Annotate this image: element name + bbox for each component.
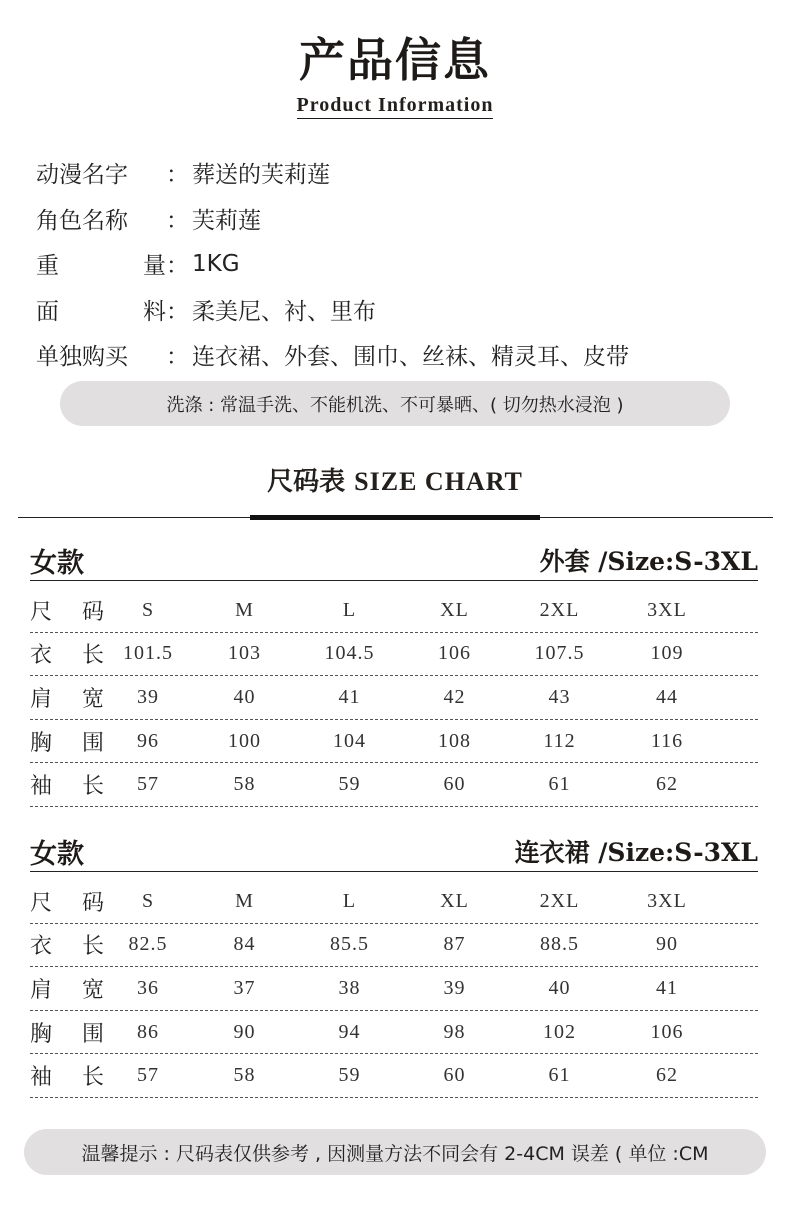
table-cell: 57 [137,1064,159,1087]
table-heading-gender: 女款 [30,838,84,870]
table-row [30,763,758,807]
info-value: 柔美尼、衬、里布 [192,298,376,325]
page-header [0,30,790,119]
info-label: 单独购买 [36,344,128,371]
table-cell: XL [440,889,469,912]
table-cell: 57 [137,773,159,796]
table-cell: 44 [656,685,678,708]
row-label: 尺 码 [30,599,104,625]
section-divider-accent [250,515,540,520]
table-cell: XL [440,598,469,621]
table-cell: 94 [338,1020,361,1043]
table-rows [30,589,758,807]
row-label: 肩 宽 [30,977,104,1003]
table-cell: 108 [438,729,471,752]
table-cell: 61 [548,1064,571,1087]
table-cell: 59 [338,1064,361,1087]
page-title: 产品信息 [299,33,491,87]
table-cell: 2XL [539,889,580,912]
info-colon: ： [166,344,189,371]
table-cell: 37 [233,976,256,999]
row-label: 袖 长 [30,1065,104,1091]
table-cell: 3XL [647,598,687,621]
table-cell: 42 [443,685,466,708]
table-cell: 109 [650,642,684,665]
table-cell: 3XL [647,889,687,912]
row-label: 尺 码 [30,890,104,916]
table-cell: 107.5 [534,642,585,665]
product-info-list [36,150,756,378]
measurement-tip-pill: 温馨提示 : 尺码表仅供参考 , 因测量方法不同会有 2-4CM 误差 ( 单位 :CM [24,1129,766,1175]
row-label: 袖 长 [30,774,104,800]
table-cell: 88.5 [540,933,579,956]
table-cell: 106 [438,642,471,665]
size-table-jacket [30,540,758,807]
table-cell: 96 [137,729,159,752]
table-cell: 106 [650,1020,684,1043]
info-colon: ： [166,298,189,325]
table-cell: 102 [543,1020,576,1043]
info-colon: ： [166,253,189,280]
table-cell: 43 [548,685,571,708]
info-label: 角色名称 [36,207,128,234]
table-cell: 90 [656,933,678,956]
table-cell: 2XL [539,598,580,621]
info-value: 1KG [192,250,240,277]
table-cell: 38 [338,976,361,999]
table-cell: 59 [338,773,361,796]
table-cell: 41 [656,976,678,999]
table-cell: 86 [137,1020,159,1043]
table-cell: 36 [137,976,159,999]
table-cell: 40 [548,976,571,999]
row-label: 衣 长 [30,643,104,669]
table-cell: 85.5 [330,933,369,956]
info-label: 动漫名字 [36,162,128,189]
table-cell: M [235,598,254,621]
page-subtitle: Product Information [297,94,494,119]
table-cell: 101.5 [123,642,173,665]
row-label: 胸 围 [30,1021,104,1047]
table-cell: 100 [228,729,261,752]
table-rows [30,880,758,1098]
table-cell: 60 [443,773,466,796]
info-label: 面 料 [36,298,166,325]
info-value: 连衣裙、外套、围巾、丝袜、精灵耳、皮带 [192,344,629,371]
wash-note-pill: 洗涤 : 常温手洗、不能机洗、不可暴晒、( 切勿热水浸泡 ) [60,381,730,426]
table-cell: 61 [548,773,571,796]
table-row [30,880,758,924]
table-cell: 104 [333,729,366,752]
table-cell: 40 [233,685,256,708]
table-cell: 41 [338,685,361,708]
table-row [30,1011,758,1055]
table-heading [30,831,758,872]
table-cell: 62 [656,1064,678,1087]
row-label: 肩 宽 [30,686,104,712]
table-heading [30,540,758,581]
table-cell: 104.5 [324,642,375,665]
table-cell: 82.5 [128,933,168,956]
info-row-separate-purchase [36,332,756,378]
table-row [30,633,758,677]
table-heading-garment: 外套 /Size:S-3XL [539,547,758,576]
table-cell: 60 [443,1064,466,1087]
table-row [30,924,758,968]
table-cell: 39 [137,685,159,708]
info-colon: ： [166,162,189,189]
table-cell: L [342,598,357,621]
info-value: 葬送的芙莉莲 [192,162,330,189]
table-row [30,589,758,633]
table-cell: 58 [233,773,256,796]
table-cell: 58 [233,1064,256,1087]
table-cell: 87 [443,933,466,956]
table-cell: S [141,889,155,912]
table-cell: 116 [650,729,684,752]
info-label: 重 量 [36,253,166,280]
table-cell: M [235,889,254,912]
size-chart-title-cn: 尺码表 [267,467,346,497]
table-cell: 90 [233,1020,256,1043]
table-cell: 98 [443,1020,466,1043]
table-heading-garment: 连衣裙 /Size:S-3XL [514,838,758,867]
table-heading-gender: 女款 [30,547,84,579]
info-colon: ： [166,207,189,234]
table-cell: L [342,889,357,912]
info-row-weight [36,241,756,287]
row-label: 衣 长 [30,934,104,960]
info-value: 芙莉莲 [192,207,261,234]
table-row [30,967,758,1011]
info-row-fabric [36,287,756,333]
table-cell: 62 [656,773,678,796]
info-row-character [36,196,756,242]
size-chart-title-en: SIZE CHART [354,467,523,496]
size-table-dress [30,831,758,1098]
table-row [30,1054,758,1098]
table-row [30,720,758,764]
row-label: 胸 围 [30,730,104,756]
table-row [30,676,758,720]
table-cell: 103 [228,642,261,665]
table-cell: 39 [443,976,466,999]
table-cell: S [141,598,155,621]
table-cell: 112 [543,729,576,752]
size-chart-title [0,462,790,502]
info-row-anime [36,150,756,196]
table-cell: 84 [233,933,256,956]
